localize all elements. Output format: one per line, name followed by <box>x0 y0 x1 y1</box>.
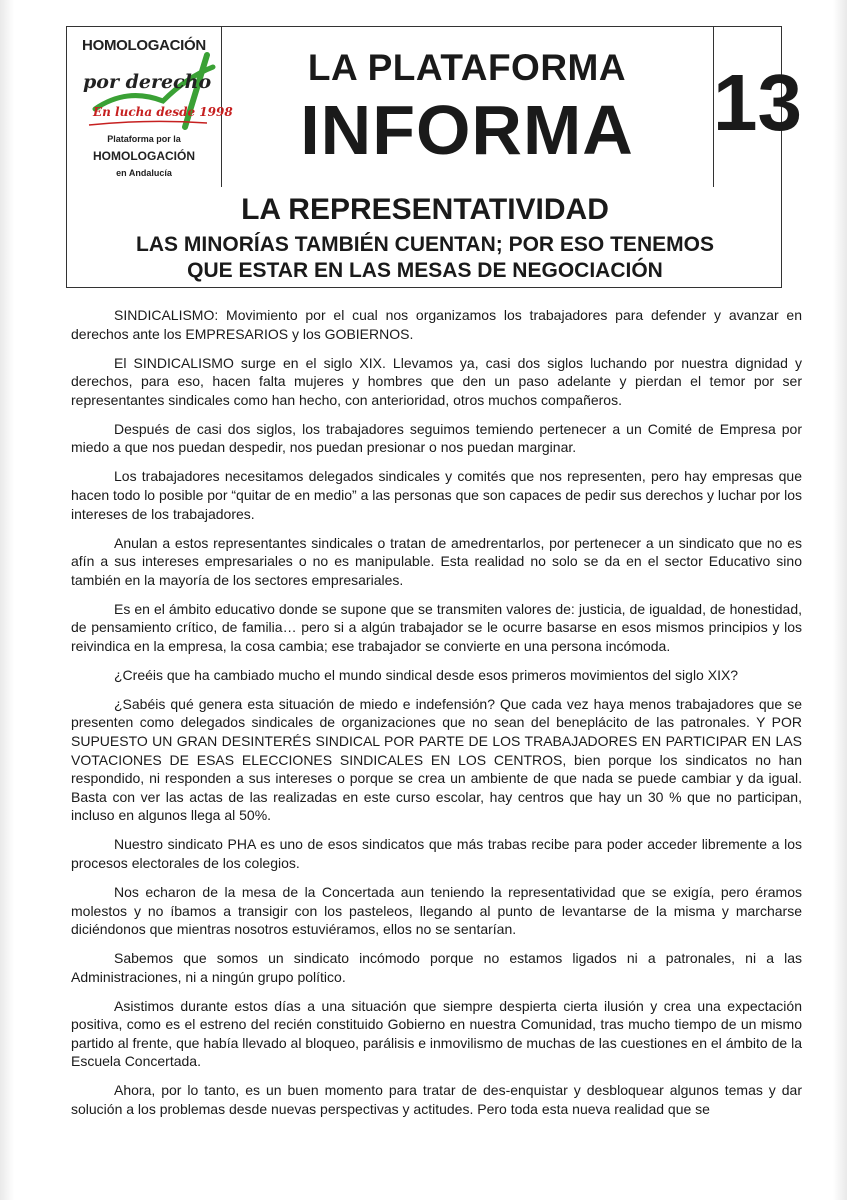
paragraph: Nos echaron de la mesa de la Concertada aun teniendo la representatividad que se exigía, pero éramos molestos y no íbamos a transigir con los pasteleos, llegando al punto de levantarse de la misma y marcharse diciéndonos que mientras nosotros estuviéramos, ellos no se sentarían. <box>71 883 802 938</box>
logo-por-derecho-text: por derecho <box>83 71 212 93</box>
issue-number: 13 <box>713 58 802 147</box>
article-body <box>71 306 802 1129</box>
paragraph: Anulan a estos representantes sindicales o tratan de amedrentarlos, por pertenecer a un sindicato que no es afín a sus intereses empresariales o no es manipulable. Esta realidad no solo se da en el sector Educativo sino también en la mayoría de los sectores empresariales. <box>71 534 802 588</box>
subject-title: LA REPRESENTATIVIDAD <box>241 193 609 226</box>
subject-subtitle <box>67 232 783 284</box>
subject-subtitle-line2: QUE ESTAR EN LAS MESAS DE NEGOCIACIÓN <box>187 259 663 282</box>
paragraph: Asistimos durante estos días a una situación que siempre despierta cierta ilusión y crea una expectación positiva, como es el estreno del recién constituido Gobierno en nuestra Comunidad, tras mucho tiempo de un mismo partido al frente, que había llevado al bloqueo, parálisis e inmovilismo de muchas de las cuestiones en el ámbito de la Escuela Concertada. <box>71 997 802 1070</box>
paragraph: ¿Creéis que ha cambiado mucho el mundo sindical desde esos primeros movimientos del siglo XIX? <box>114 666 739 683</box>
paragraph: Es en el ámbito educativo donde se supone que se transmiten valores de: justicia, de igualdad, de honestidad, de pensamiento crítico, de familia… pero si a algún trabajador se le ocurre basarse en esos mismos principios y los reivindica en la empresa, la cosa cambia; ese trabajador se convierte en una persona incómoda. <box>71 600 802 654</box>
paragraph: Nuestro sindicato PHA es uno de esos sindicatos que más trabas recibe para poder acceder libremente a los procesos electorales de los colegios. <box>71 836 802 871</box>
header-box <box>66 26 802 189</box>
subject-subtitle-line1: LAS MINORÍAS TAMBIÉN CUENTAN; POR ESO TENEMOS <box>136 233 714 256</box>
subject-box <box>66 188 782 288</box>
logo-homologacion-bottom: HOMOLOGACIÓN <box>93 149 195 163</box>
logo <box>67 27 233 187</box>
paragraph: Después de casi dos siglos, los trabajadores seguimos temiendo pertenecer a un Comité de Empresa por miedo a que nos puedan despedir, nos puedan presionar o nos puedan marginar. <box>71 420 802 456</box>
paragraph: El SINDICALISMO surge en el siglo XIX. Llevamos ya, casi dos siglos luchando por nuestra dignidad y derechos, para eso, hacen falta mujeres y hombres que den un paso adelante y pierdan el temor por ser representantes sindicales como han hecho, con anterioridad, otros muchos compañeros. <box>71 354 802 408</box>
issue-number-cell <box>713 27 802 187</box>
paragraph: SINDICALISMO: Movimiento por el cual nos organizamos los trabajadores para defender y avanzar en derechos ante los EMPRESARIOS y los GOBIERNOS. <box>71 307 802 342</box>
header-title-line1: LA PLATAFORMA <box>307 47 627 88</box>
paragraph: Ahora, por lo tanto, es un buen momento para tratar de des-enquistar y desbloquear algunos temas y dar solución a los problemas desde nuevas perspectivas y actitudes. Pero toda esta nueva realidad que se <box>71 1082 802 1118</box>
paragraph: Los trabajadores necesitamos delegados sindicales y comités que nos representen, pero hay empresas que hacen todo lo posible por “quitar de en medio” a las personas que son capaces de pedir sus derechos y luchar por los intereses de los trabajadores. <box>71 468 802 522</box>
paragraph: Sabemos que somos un sindicato incómodo porque no estamos ligados ni a patronales, ni a las Administraciones, ni a ningún grupo político. <box>71 950 802 985</box>
logo-homologacion-text: HOMOLOGACIÓN <box>82 37 206 54</box>
logo-plataforma-text: Plataforma por la <box>107 134 181 144</box>
logo-tagline: En lucha desde 1998 <box>93 105 233 119</box>
paragraph: ¿Sabéis qué genera esta situación de miedo e indefensión? Que cada vez haya menos trabajadores que se presenten como delegados sindicales de organizaciones que no sean del beneplácito de las patronales. Y POR SUPUESTO UN GRAN DESINTERÉS SINDICAL POR PARTE DE LOS TRABAJADORES EN PARTICIPAR EN LAS VOTACIONES DE ESAS ELECCIONES SINDICALES EN LOS CENTROS, bien porque los sindicatos no han respondido, ni responden a sus intereses o porque se crea un ambiente de que nada se puede cambiar y da igual. Basta con ver las actas de las realizadas en este curso escolar, hay centros que hay un 30 % que no participan, incluso en algunos llega al 50%. <box>71 695 802 824</box>
logo-andalucia-text: en Andalucía <box>116 168 172 178</box>
header-title-line2: INFORMA <box>300 91 634 169</box>
header-title <box>221 27 714 187</box>
